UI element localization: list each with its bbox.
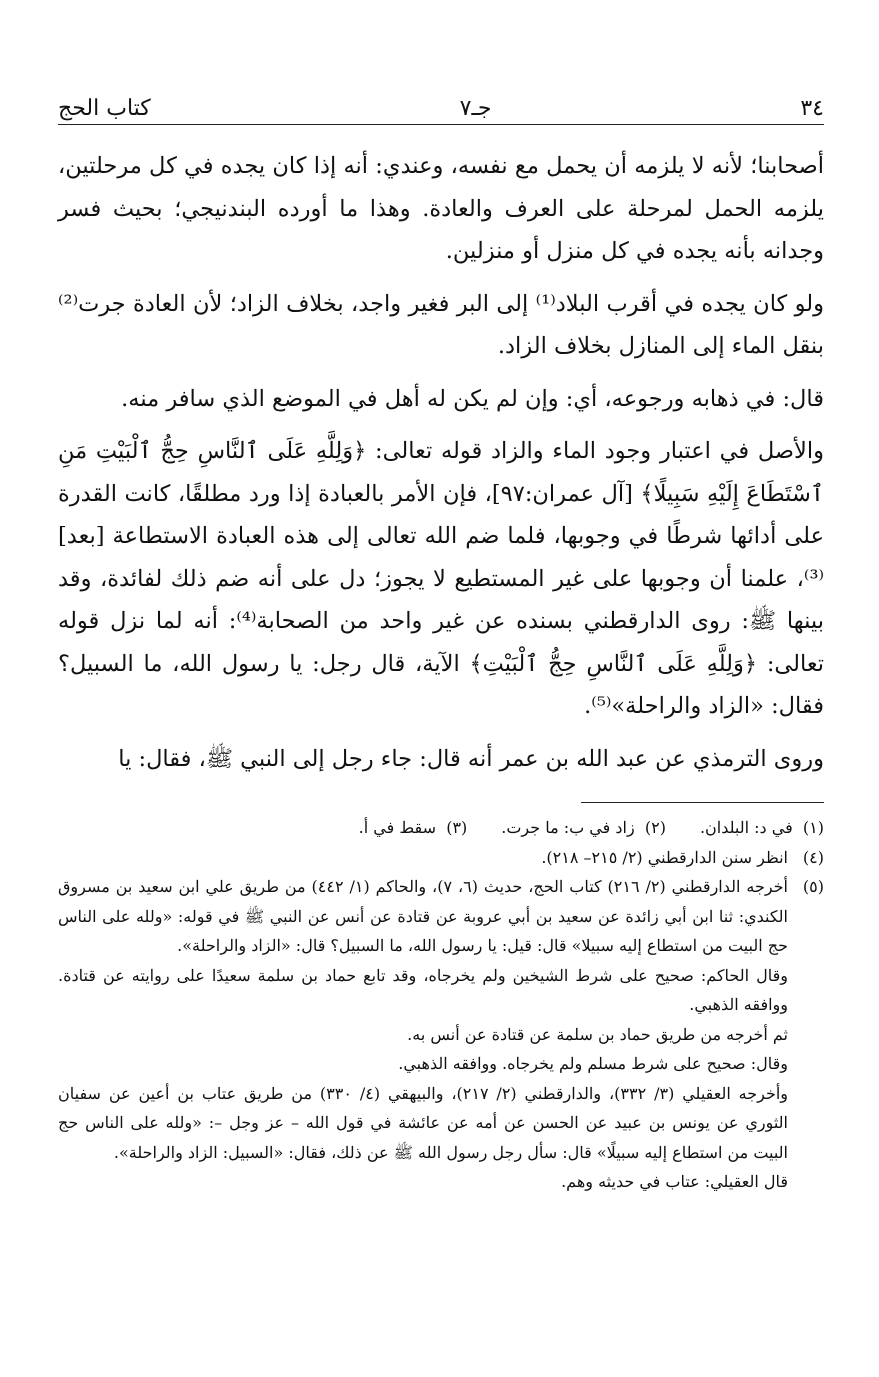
volume-label: جـ٧ [459,96,492,121]
page-number: ٣٤ [800,96,824,121]
footnote-text: سقط في أ. [358,818,437,837]
footnote-number: (٢) [644,818,666,837]
footnote-separator [581,802,824,803]
paragraph: والأصل في اعتبار وجود الماء والزاد قوله تعالى: ﴿وَلِلَّهِ عَلَى ٱلنَّاسِ حِجُّ ٱلْبَيْتِ مَنِ ٱسْتَطَاعَ إِلَيْهِ سَبِيلًا﴾ [آل عمران:٩٧]، فإن الأمر بالعبادة إذا ورد مطلقًا، كانت القدرة على أدائها شرطًا في وجوبها، فلما ضم الله تعالى إلى هذه العبادة الاستطاعة [بعد]⁽³⁾، علمنا أن وجوبها على غير المستطيع لا يجوز؛ دل على أنه ضم ذلك لفائدة، وقد بينها ﷺ: روى الدارقطني بسنده عن غير واحد من الصحابة⁽⁴⁾: أنه لما نزل قوله تعالى: ﴿وَلِلَّهِ عَلَى ٱلنَّاسِ حِجُّ ٱلْبَيْتِ﴾ الآية، قال رجل: يا رسول الله، ما السبيل؟ فقال: «الزاد والراحلة»⁽⁵⁾. [58,438,824,719]
footnote-number: (١) [802,818,824,837]
footnote-5 [58,872,824,961]
footnote-text: في د: البلدان. [699,818,793,837]
footnote-continuation: وأخرجه العقيلي (٣/ ٣٣٢)، والدارقطني (٢/ ٢١٧)، والبيهقي (٤/ ٣٣٠) من طريق عتاب بن أعين عن سفيان الثوري عن يونس بن عبيد عن الحسن عن أمه عن عائشة في قول الله – عز وجل –: «ولله على الناس حج البيت من استطاع إليه سبيلًا» قال: سأل رجل رسول الله ﷺ عن ذلك، فقال: «السبيل: الزاد والراحلة». [58,1083,789,1162]
paragraph: أصحابنا؛ لأنه لا يلزمه أن يحمل مع نفسه، وعندي: أنه إذا كان يجده في كل مرحلتين، يلزمه الحمل لمرحلة على العرف والعادة. وهذا ما أورده البندنيجي؛ بحيث فسر وجدانه بأنه يجده في كل منزل أو منزلين. [58,153,824,264]
footnote-continuation: ثم أخرجه من طريق حماد بن سلمة عن قتادة عن أنس به. [407,1024,788,1044]
paragraph: قال: في ذهابه ورجوعه، أي: وإن لم يكن له أهل في الموضع الذي سافر منه. [121,385,824,412]
paragraph: وروى الترمذي عن عبد الله بن عمر أنه قال: جاء رجل إلى النبي ﷺ، فقال: يا [118,745,824,772]
main-text [58,145,824,780]
footnote-continuation: وقال: صحيح على شرط مسلم ولم يخرجاه. ووافقه الذهبي. [398,1054,788,1073]
book-title: كتاب الحج [58,96,151,121]
footnote-number: (٥) [802,877,824,896]
footnote-text: أخرجه الدارقطني (٢/ ٢١٦) كتاب الحج، حديث (٦، ٧)، والحاكم (١/ ٤٤٢) من طريق علي ابن سعيد بن مسروق الكندي: ثنا ابن أبي زائدة عن سعيد بن أبي عروبة عن قتادة عن أنس عن النبي ﷺ في قوله: «ولله على الناس حج البيت من استطاع إليه سبيلا» قال: قيل: يا رسول الله، ما السبيل؟ قال: «الزاد والراحلة». [58,877,789,955]
footnote-number: (٤) [802,847,824,867]
footnote-continuation: وقال الحاكم: صحيح على شرط الشيخين ولم يخرجاه، وقد تابع حماد بن سلمة سعيدًا على روايته عن قتادة. ووافقه الذهبي. [58,965,788,1014]
footnote-line [58,813,824,843]
footnotes [58,813,824,1197]
footnote-3 [359,813,468,843]
footnote-4 [58,843,824,873]
footnote-2 [501,813,666,843]
book-page [58,84,824,1197]
footnote-continuation: قال العقيلي: عتاب في حديثه وهم. [561,1172,788,1191]
footnote-text: زاد في ب: ما جرت. [501,818,635,837]
footnote-1 [700,813,824,843]
footnote-number: (٣) [446,818,468,837]
paragraph: ولو كان يجده في أقرب البلاد⁽¹⁾ إلى البر فغير واجد، بخلاف الزاد؛ لأن العادة جرت⁽²⁾ بنقل الماء إلى المنازل بخلاف الزاد. [58,290,824,359]
running-header [58,84,824,125]
footnote-text: انظر سنن الدارقطني (٢/ ٢١٥– ٢١٨). [541,847,788,867]
